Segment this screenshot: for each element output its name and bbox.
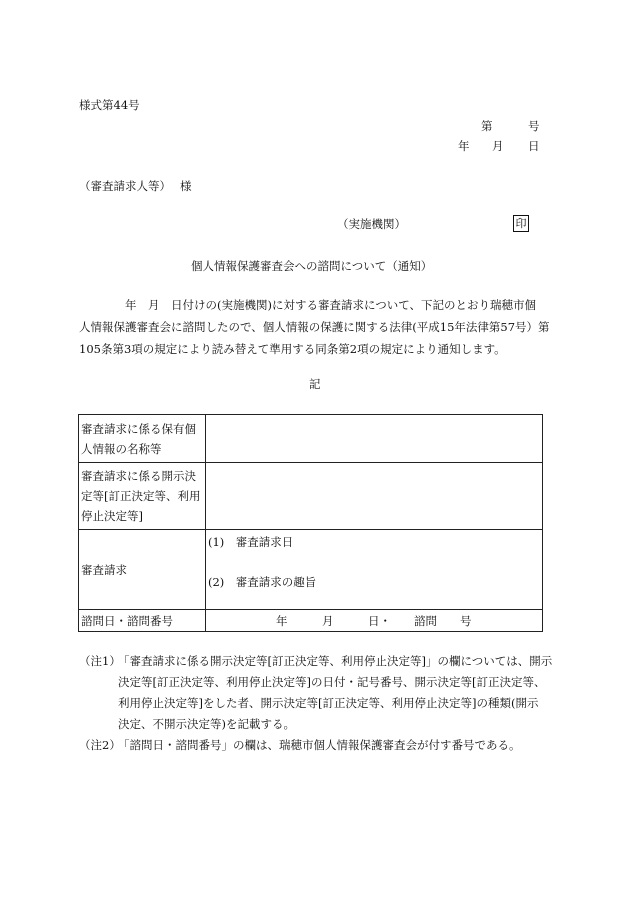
body-line-2: 人情報保護審査会に諮問したので、個人情報の保護に関する法律(平成15年法律第57号）第: [79, 320, 550, 334]
form-number: 様式第44号: [79, 98, 140, 112]
note-text: [118, 651, 552, 735]
value-inquiry: 年 月 日・ 諮問 号: [206, 610, 543, 632]
issuer-label: （実施機関）: [337, 217, 406, 231]
body-line-3: 105条第3項の規定により読み替えて準用する同条第2項の規定により通知します。: [79, 342, 506, 356]
date-month: 月: [492, 139, 504, 153]
label-line: 停止決定等]: [81, 509, 143, 523]
note-line: 決定等[訂正決定等、利用停止決定等]の日付・記号番号、開示決定等[訂正決定等、: [118, 675, 546, 689]
note-label: （注2）: [79, 738, 121, 752]
value-held-info: [206, 415, 543, 463]
request-purpose-item: (2) 審査請求の趣旨: [208, 575, 317, 589]
label-inquiry: 諮問日・諮問番号: [79, 610, 206, 632]
request-date-item: (1) 審査請求日: [208, 535, 294, 549]
document-title: 個人情報保護審査会への諮問について（通知）: [191, 259, 433, 273]
note-line: 「諮問日・諮問番号」の欄は、瑞穂市個人情報保護審査会が付す番号である。: [118, 738, 521, 752]
table-row: [79, 610, 543, 632]
label-line: 審査請求に係る保有個: [81, 421, 196, 436]
doc-number-prefix: 第: [481, 119, 493, 133]
note-2: [79, 735, 549, 756]
seal-mark: 印: [513, 215, 529, 232]
label-line: 人情報の名称等: [81, 441, 162, 456]
table-row: [79, 415, 543, 463]
body-paragraph: [79, 294, 550, 360]
note-1: [79, 651, 553, 735]
note-line: 決定、不開示決定等)を記載する。: [118, 717, 295, 731]
label-line: 審査請求に係る開示決: [81, 469, 196, 483]
label-held-info: [79, 415, 206, 463]
addressee-honorific: 様: [180, 179, 192, 193]
value-request: [206, 530, 543, 610]
value-disclosure-decision: [206, 463, 543, 530]
addressee-label: （審査請求人等）: [79, 179, 171, 193]
ki-heading: 記: [309, 377, 321, 391]
label-request: 審査請求: [79, 530, 206, 610]
note-text: [118, 735, 549, 756]
note-line: 利用停止決定等]をした者、開示決定等[訂正決定等、利用停止決定等]の種類(開示: [118, 696, 539, 710]
table-row: [79, 463, 543, 530]
notes-section: [79, 651, 553, 756]
date-day: 日: [528, 139, 540, 153]
note-label: （注1）: [79, 654, 121, 668]
table-row: [79, 530, 543, 610]
body-line-1: 年 月 日付けの(実施機関)に対する審査請求について、下記のとおり瑞穂市個: [125, 298, 537, 312]
date-year: 年: [458, 139, 470, 153]
doc-number-suffix: 号: [528, 119, 540, 133]
request-table: [78, 414, 543, 632]
label-disclosure-decision: [79, 463, 206, 530]
label-line: 定等[訂正決定等、利用: [81, 489, 201, 503]
note-line: 「審査請求に係る開示決定等[訂正決定等、利用停止決定等]」の欄については、開示: [118, 654, 553, 668]
